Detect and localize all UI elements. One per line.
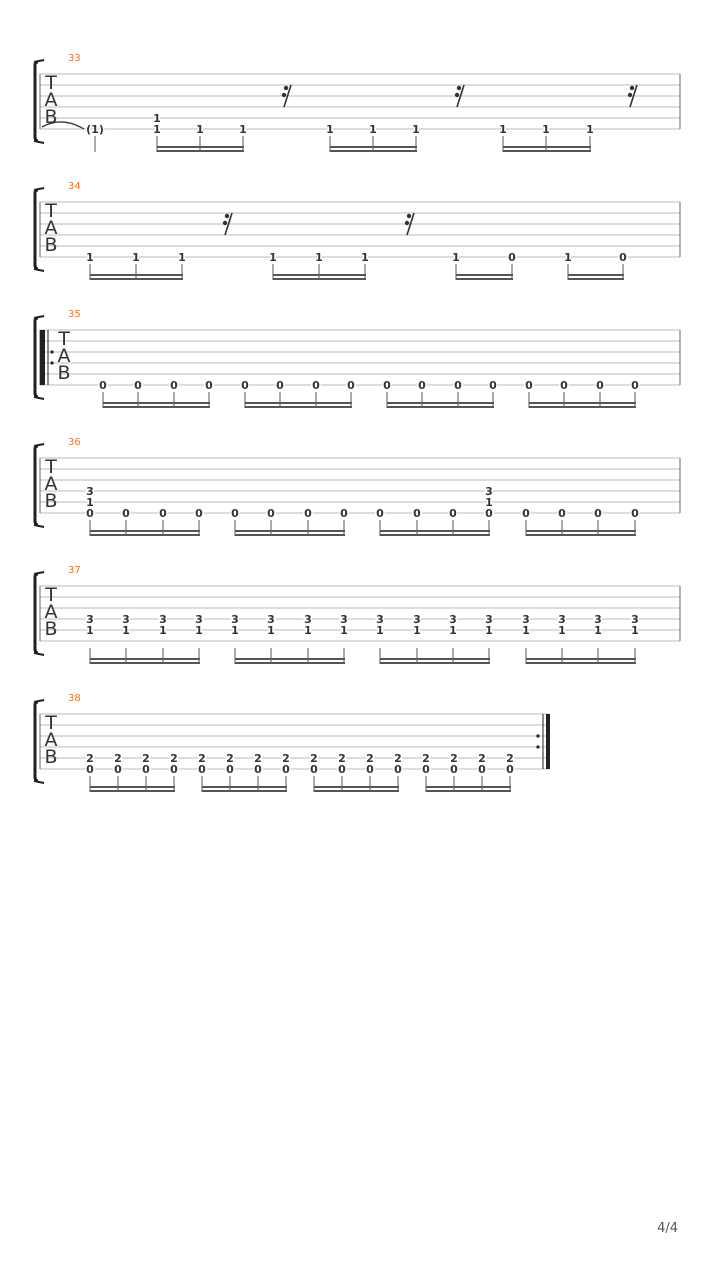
- repeat-end-thick-bar: [546, 714, 550, 769]
- repeat-dot: [50, 350, 53, 353]
- rest-flag-dot: [282, 93, 286, 97]
- fret-number: 3: [86, 613, 94, 626]
- rest-flag-dot: [457, 86, 461, 90]
- fret-number: 0: [631, 507, 639, 520]
- tab-clef-letter: B: [44, 618, 58, 640]
- fret-number: 0: [383, 379, 391, 392]
- fret-number: 0: [422, 763, 430, 776]
- fret-number: 0: [205, 379, 213, 392]
- system-bracket: [35, 574, 38, 653]
- fret-number: 2: [506, 752, 514, 765]
- bracket-bottom-hook: [34, 525, 44, 527]
- measure-number: 34: [68, 181, 81, 192]
- beam-secondary: [90, 786, 175, 788]
- fret-number: 3: [594, 613, 602, 626]
- fret-number: 2: [478, 752, 486, 765]
- fret-number: 0: [134, 379, 142, 392]
- beam-primary: [426, 790, 511, 792]
- beam-primary: [235, 534, 345, 536]
- fret-number: 3: [631, 613, 639, 626]
- fret-number: 2: [394, 752, 402, 765]
- beam-secondary: [90, 274, 183, 276]
- tab-clef-letter: B: [44, 234, 58, 256]
- fret-number: 1: [326, 123, 334, 136]
- measure-number: 36: [68, 437, 81, 448]
- fret-number: 1: [485, 624, 493, 637]
- fret-number: 0: [159, 507, 167, 520]
- beam-secondary: [273, 274, 366, 276]
- rest-flag-dot: [407, 214, 411, 218]
- beam-primary: [380, 534, 490, 536]
- fret-number: 1: [361, 251, 369, 264]
- bracket-bottom-hook: [34, 397, 44, 399]
- fret-number: 0: [418, 379, 426, 392]
- beam-secondary: [503, 146, 591, 148]
- fret-number: (1): [86, 123, 104, 136]
- fret-number: 0: [450, 763, 458, 776]
- fret-number: 1: [485, 496, 493, 509]
- beam-primary: [387, 406, 494, 408]
- fret-number: 3: [340, 613, 348, 626]
- fret-number: 3: [86, 485, 94, 498]
- tab-clef-letter: T: [45, 584, 57, 606]
- fret-number: 1: [269, 251, 277, 264]
- fret-number: 1: [594, 624, 602, 637]
- fret-number: 0: [86, 507, 94, 520]
- fret-number: 2: [310, 752, 318, 765]
- fret-number: 3: [485, 485, 493, 498]
- bracket-top-hook: [34, 60, 44, 62]
- fret-number: 0: [122, 507, 130, 520]
- fret-number: 0: [99, 379, 107, 392]
- rest-flag-dot: [225, 214, 229, 218]
- bracket-top-hook: [34, 572, 44, 574]
- fret-number: 0: [619, 251, 627, 264]
- fret-number: 1: [195, 624, 203, 637]
- fret-number: 0: [558, 507, 566, 520]
- fret-number: 0: [114, 763, 122, 776]
- fret-number: 3: [231, 613, 239, 626]
- rest-flag-dot: [405, 221, 409, 225]
- beam-secondary: [380, 658, 490, 660]
- fret-number: 0: [478, 763, 486, 776]
- beam-primary: [90, 534, 200, 536]
- fret-number: 0: [276, 379, 284, 392]
- beam-primary: [202, 790, 287, 792]
- page-number: 4/4: [657, 1221, 678, 1236]
- fret-number: 3: [195, 613, 203, 626]
- bracket-top-hook: [34, 316, 44, 318]
- repeat-start-thick-bar: [40, 330, 45, 385]
- fret-number: 3: [413, 613, 421, 626]
- fret-number: 1: [267, 624, 275, 637]
- repeat-dot: [50, 361, 53, 364]
- beam-primary: [330, 150, 417, 152]
- beam-primary: [245, 406, 352, 408]
- fret-number: 0: [376, 507, 384, 520]
- bracket-bottom-hook: [34, 781, 44, 783]
- fret-number: 3: [122, 613, 130, 626]
- fret-number: 1: [231, 624, 239, 637]
- fret-number: 2: [226, 752, 234, 765]
- system-bracket: [35, 702, 38, 781]
- fret-number: 2: [282, 752, 290, 765]
- beam-primary: [157, 150, 244, 152]
- bracket-top-hook: [34, 444, 44, 446]
- fret-number: 1: [196, 123, 204, 136]
- fret-number: 1: [153, 123, 161, 136]
- fret-number: 1: [586, 123, 594, 136]
- tab-clef-letter: T: [58, 328, 70, 350]
- fret-number: 1: [122, 624, 130, 637]
- beam-secondary: [330, 146, 417, 148]
- beam-secondary: [235, 658, 345, 660]
- fret-number: 1: [369, 123, 377, 136]
- repeat-dot: [536, 745, 539, 748]
- fret-number: 2: [366, 752, 374, 765]
- fret-number: 0: [525, 379, 533, 392]
- fret-number: 1: [159, 624, 167, 637]
- tab-clef-letter: B: [57, 362, 71, 384]
- bracket-bottom-hook: [34, 269, 44, 271]
- beam-secondary: [157, 146, 244, 148]
- fret-number: 3: [267, 613, 275, 626]
- rest-flag-dot: [628, 93, 632, 97]
- fret-number: 1: [558, 624, 566, 637]
- fret-number: 1: [304, 624, 312, 637]
- fret-number: 0: [594, 507, 602, 520]
- bracket-top-hook: [34, 700, 44, 702]
- fret-number: 3: [558, 613, 566, 626]
- fret-number: 0: [394, 763, 402, 776]
- beam-secondary: [380, 530, 490, 532]
- beam-secondary: [90, 658, 200, 660]
- tab-clef-letter: T: [45, 200, 57, 222]
- beam-primary: [273, 278, 366, 280]
- tab-clef-letter: T: [45, 712, 57, 734]
- fret-number: 0: [506, 763, 514, 776]
- tab-clef-letter: A: [57, 345, 71, 367]
- fret-number: 0: [449, 507, 457, 520]
- fret-number: 0: [198, 763, 206, 776]
- beam-primary: [90, 790, 175, 792]
- fret-number: 1: [239, 123, 247, 136]
- beam-secondary: [426, 786, 511, 788]
- fret-number: 0: [596, 379, 604, 392]
- fret-number: 0: [508, 251, 516, 264]
- fret-number: 0: [226, 763, 234, 776]
- fret-number: 1: [376, 624, 384, 637]
- bracket-bottom-hook: [34, 653, 44, 655]
- fret-number: 1: [153, 112, 161, 125]
- fret-number: 0: [142, 763, 150, 776]
- tab-clef-letter: A: [44, 473, 58, 495]
- fret-number: 1: [86, 496, 94, 509]
- beam-secondary: [202, 786, 287, 788]
- fret-number: 1: [412, 123, 420, 136]
- beam-secondary: [529, 402, 636, 404]
- beam-primary: [503, 150, 591, 152]
- system-bracket: [35, 446, 38, 525]
- beam-secondary: [526, 658, 636, 660]
- fret-number: 3: [522, 613, 530, 626]
- fret-number: 0: [86, 763, 94, 776]
- fret-number: 2: [198, 752, 206, 765]
- fret-number: 3: [449, 613, 457, 626]
- fret-number: 0: [560, 379, 568, 392]
- measure-number: 37: [68, 565, 81, 576]
- rest-flag-dot: [630, 86, 634, 90]
- fret-number: 0: [267, 507, 275, 520]
- fret-number: 0: [485, 507, 493, 520]
- fret-number: 1: [631, 624, 639, 637]
- beam-primary: [235, 662, 345, 664]
- beam-secondary: [387, 402, 494, 404]
- tab-clef-letter: A: [44, 729, 58, 751]
- system-bracket: [35, 318, 38, 397]
- fret-number: 0: [347, 379, 355, 392]
- rest-flag-dot: [284, 86, 288, 90]
- fret-number: 0: [170, 763, 178, 776]
- measure-number: 38: [68, 693, 81, 704]
- fret-number: 0: [338, 763, 346, 776]
- beam-primary: [90, 278, 183, 280]
- fret-number: 2: [170, 752, 178, 765]
- beam-primary: [568, 278, 624, 280]
- tab-clef-letter: B: [44, 106, 58, 128]
- beam-primary: [529, 406, 636, 408]
- fret-number: 1: [413, 624, 421, 637]
- fret-number: 1: [564, 251, 572, 264]
- beam-secondary: [245, 402, 352, 404]
- tab-clef-letter: T: [45, 456, 57, 478]
- fret-number: 0: [254, 763, 262, 776]
- fret-number: 1: [178, 251, 186, 264]
- tab-clef-letter: A: [44, 601, 58, 623]
- fret-number: 0: [631, 379, 639, 392]
- measure-number: 35: [68, 309, 81, 320]
- tab-clef-letter: T: [45, 72, 57, 94]
- bracket-top-hook: [34, 188, 44, 190]
- beam-primary: [90, 662, 200, 664]
- fret-number: 2: [422, 752, 430, 765]
- tab-clef-letter: B: [44, 746, 58, 768]
- fret-number: 1: [132, 251, 140, 264]
- beam-primary: [456, 278, 513, 280]
- beam-primary: [380, 662, 490, 664]
- fret-number: 0: [231, 507, 239, 520]
- fret-number: 2: [114, 752, 122, 765]
- fret-number: 1: [449, 624, 457, 637]
- system-bracket: [35, 62, 38, 141]
- fret-number: 2: [338, 752, 346, 765]
- beam-primary: [526, 534, 636, 536]
- beam-primary: [526, 662, 636, 664]
- beam-secondary: [456, 274, 513, 276]
- fret-number: 0: [413, 507, 421, 520]
- system-bracket: [35, 190, 38, 269]
- fret-number: 2: [254, 752, 262, 765]
- fret-number: 3: [159, 613, 167, 626]
- beam-secondary: [103, 402, 210, 404]
- tab-clef-letter: A: [44, 217, 58, 239]
- fret-number: 0: [489, 379, 497, 392]
- tab-clef-letter: A: [44, 89, 58, 111]
- fret-number: 2: [86, 752, 94, 765]
- fret-number: 1: [340, 624, 348, 637]
- fret-number: 1: [86, 624, 94, 637]
- repeat-dot: [536, 734, 539, 737]
- beam-secondary: [314, 786, 399, 788]
- rest-flag-dot: [455, 93, 459, 97]
- fret-number: 3: [485, 613, 493, 626]
- bracket-bottom-hook: [34, 141, 44, 143]
- fret-number: 1: [542, 123, 550, 136]
- fret-number: 0: [170, 379, 178, 392]
- beam-secondary: [90, 530, 200, 532]
- fret-number: 1: [86, 251, 94, 264]
- fret-number: 1: [315, 251, 323, 264]
- fret-number: 0: [340, 507, 348, 520]
- fret-number: 0: [312, 379, 320, 392]
- fret-number: 2: [142, 752, 150, 765]
- beam-primary: [314, 790, 399, 792]
- beam-secondary: [235, 530, 345, 532]
- fret-number: 3: [304, 613, 312, 626]
- fret-number: 0: [282, 763, 290, 776]
- beam-secondary: [526, 530, 636, 532]
- fret-number: 2: [450, 752, 458, 765]
- beam-primary: [103, 406, 210, 408]
- fret-number: 0: [310, 763, 318, 776]
- fret-number: 1: [499, 123, 507, 136]
- fret-number: 0: [241, 379, 249, 392]
- measure-number: 33: [68, 53, 81, 64]
- beam-secondary: [568, 274, 624, 276]
- fret-number: 0: [195, 507, 203, 520]
- fret-number: 1: [522, 624, 530, 637]
- fret-number: 0: [304, 507, 312, 520]
- fret-number: 0: [454, 379, 462, 392]
- fret-number: 3: [376, 613, 384, 626]
- rest-flag-dot: [223, 221, 227, 225]
- tab-clef-letter: B: [44, 490, 58, 512]
- fret-number: 0: [366, 763, 374, 776]
- fret-number: 0: [522, 507, 530, 520]
- fret-number: 1: [452, 251, 460, 264]
